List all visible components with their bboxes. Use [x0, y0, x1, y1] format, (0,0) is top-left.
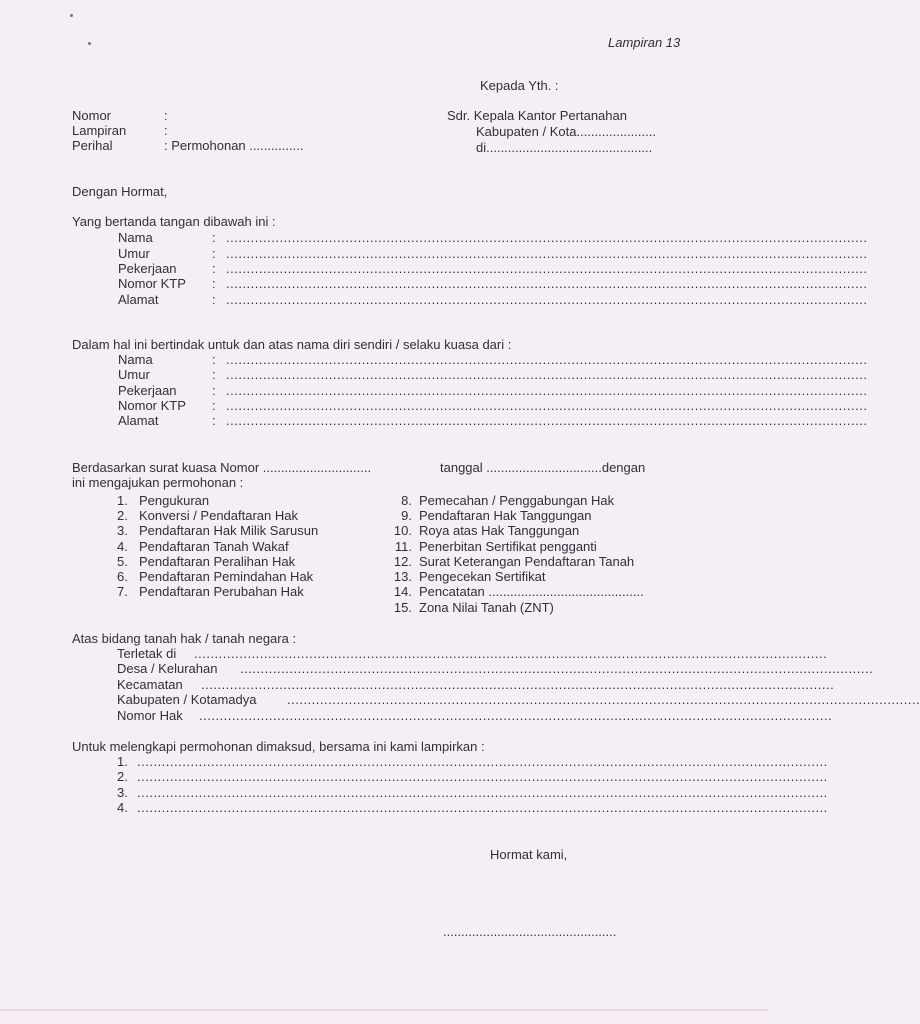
kuasa-nama-colon: :	[212, 352, 216, 367]
permohonan-num: 10.	[393, 523, 412, 538]
lampiran-item-num: 1.	[117, 754, 128, 769]
pemohon-nama-field[interactable]: ............................................................................................................................................................	[226, 230, 868, 245]
page-edge	[0, 1009, 768, 1011]
lampiran-item-field[interactable]: ........................................................................................................................................................................	[137, 769, 828, 784]
permohonan-num: 13.	[393, 569, 412, 584]
kuasa-alamat-field[interactable]: ............................................................................................................................................................	[226, 413, 868, 428]
tujuan-line1: Sdr. Kepala Kantor Pertanahan	[447, 108, 627, 123]
lampiran-colon: :	[164, 123, 168, 138]
permohonan-num: 9.	[401, 508, 412, 523]
permohonan-item: Surat Keterangan Pendaftaran Tanah	[419, 554, 635, 569]
lampiran-intro: Untuk melengkapi permohonan dimaksud, bersama ini kami lampirkan :	[72, 739, 485, 754]
dasar-line1-a[interactable]: Berdasarkan surat kuasa Nomor ..............................	[72, 460, 372, 475]
pemohon-ktp-label: Nomor KTP	[118, 276, 186, 291]
kuasa-pekerjaan-label: Pekerjaan	[118, 383, 177, 398]
pemohon-ktp-field[interactable]: ............................................................................................................................................................	[226, 276, 868, 291]
permohonan-num: 7.	[117, 584, 128, 599]
bidang-desa-field[interactable]: ..........................................................................................................................................................	[240, 661, 874, 676]
permohonan-num: 12.	[393, 554, 412, 569]
lampiran-label: Lampiran 13	[608, 35, 681, 50]
permohonan-num: 4.	[117, 539, 128, 554]
permohonan-num: 14.	[393, 584, 412, 599]
kuasa-nama-label: Nama	[118, 352, 153, 367]
kuasa-nama-field[interactable]: ............................................................................................................................................................	[226, 352, 868, 367]
bidang-desa-label: Desa / Kelurahan	[117, 661, 218, 676]
signature-line[interactable]: ................................................	[443, 924, 617, 939]
lampiran-item-num: 3.	[117, 785, 128, 800]
kuasa-alamat-colon: :	[212, 413, 216, 428]
nomor-label: Nomor	[72, 108, 112, 123]
bidang-kecamatan-label: Kecamatan	[117, 677, 183, 692]
pemohon-pekerjaan-label: Pekerjaan	[118, 261, 177, 276]
bidang-intro: Atas bidang tanah hak / tanah negara :	[72, 631, 297, 646]
bidang-kabupaten-field[interactable]: ..........................................................................................................................................................	[287, 692, 920, 707]
scan-mark	[70, 14, 73, 17]
permohonan-item: Pendaftaran Pemindahan Hak	[139, 569, 314, 584]
perihal-value[interactable]: : Permohonan ...............	[164, 138, 304, 153]
permohonan-item: Pengecekan Sertifikat	[419, 569, 546, 584]
pemohon-ktp-colon: :	[212, 276, 216, 291]
permohonan-num: 2.	[117, 508, 128, 523]
bidang-nomor-hak-field[interactable]: ..........................................................................................................................................................	[199, 708, 833, 723]
permohonan-item: Roya atas Hak Tanggungan	[419, 523, 580, 538]
penutup: Hormat kami,	[490, 847, 568, 862]
permohonan-item: Konversi / Pendaftaran Hak	[139, 508, 298, 523]
permohonan-item: Pendaftaran Tanah Wakaf	[139, 539, 289, 554]
kuasa-pekerjaan-field[interactable]: ............................................................................................................................................................	[226, 383, 868, 398]
pemohon-nama-colon: :	[212, 230, 216, 245]
bidang-terletak-label: Terletak di	[117, 646, 177, 661]
permohonan-item[interactable]: Pencatatan ...........................................	[419, 584, 644, 599]
kuasa-umur-field[interactable]: ............................................................................................................................................................	[226, 367, 868, 382]
bidang-terletak-field[interactable]: ..........................................................................................................................................................	[194, 646, 828, 661]
kuasa-ktp-field[interactable]: ............................................................................................................................................................	[226, 398, 868, 413]
tujuan-line2[interactable]: Kabupaten / Kota......................	[476, 124, 656, 139]
pemohon-umur-colon: :	[212, 246, 216, 261]
kuasa-ktp-colon: :	[212, 398, 216, 413]
permohonan-num: 8.	[401, 493, 412, 508]
lampiran-field-label: Lampiran	[72, 123, 127, 138]
pemohon-nama-label: Nama	[118, 230, 153, 245]
dasar-line2: ini mengajukan permohonan :	[72, 475, 244, 490]
pemohon-alamat-label: Alamat	[118, 292, 159, 307]
permohonan-item: Pengukuran	[139, 493, 210, 508]
pemohon-pekerjaan-colon: :	[212, 261, 216, 276]
lampiran-item-field[interactable]: ........................................................................................................................................................................	[137, 785, 828, 800]
permohonan-item: Zona Nilai Tanah (ZNT)	[419, 600, 554, 615]
dasar-line1-b[interactable]: tanggal ................................dengan	[440, 460, 646, 475]
permohonan-num: 11.	[394, 539, 412, 554]
bidang-kabupaten-label: Kabupaten / Kotamadya	[117, 692, 257, 707]
pemohon-umur-label: Umur	[118, 246, 150, 261]
kepada-label: Kepada Yth. :	[480, 78, 559, 93]
kuasa-pekerjaan-colon: :	[212, 383, 216, 398]
pemohon-pekerjaan-field[interactable]: ............................................................................................................................................................	[226, 261, 868, 276]
permohonan-item: Pendaftaran Perubahan Hak	[139, 584, 304, 599]
permohonan-num: 15.	[393, 600, 412, 615]
pemohon-alamat-field[interactable]: ............................................................................................................................................................	[226, 292, 868, 307]
permohonan-item: Pendaftaran Hak Tanggungan	[419, 508, 592, 523]
permohonan-item: Pendaftaran Peralihan Hak	[139, 554, 296, 569]
kuasa-umur-colon: :	[212, 367, 216, 382]
salam: Dengan Hormat,	[72, 184, 168, 199]
bidang-kecamatan-field[interactable]: ..........................................................................................................................................................	[201, 677, 835, 692]
lampiran-item-num: 4.	[117, 800, 128, 815]
lampiran-item-field[interactable]: ........................................................................................................................................................................	[137, 754, 828, 769]
kuasa-intro: Dalam hal ini bertindak untuk dan atas nama diri sendiri / selaku kuasa dari :	[72, 337, 512, 352]
tujuan-line3[interactable]: di..............................................	[476, 140, 653, 155]
kuasa-ktp-label: Nomor KTP	[118, 398, 186, 413]
perihal-label: Perihal	[72, 138, 113, 153]
permohonan-item: Pemecahan / Penggabungan Hak	[419, 493, 615, 508]
lampiran-item-num: 2.	[117, 769, 128, 784]
lampiran-item-field[interactable]: ........................................................................................................................................................................	[137, 800, 828, 815]
scan-mark	[88, 42, 91, 45]
kuasa-umur-label: Umur	[118, 367, 150, 382]
permohonan-num: 3.	[117, 523, 128, 538]
permohonan-num: 1.	[117, 493, 128, 508]
pemohon-intro: Yang bertanda tangan dibawah ini :	[72, 214, 276, 229]
nomor-colon: :	[164, 108, 168, 123]
pemohon-alamat-colon: :	[212, 292, 216, 307]
pemohon-umur-field[interactable]: ............................................................................................................................................................	[226, 246, 868, 261]
kuasa-alamat-label: Alamat	[118, 413, 159, 428]
permohonan-item: Penerbitan Sertifikat pengganti	[419, 539, 597, 554]
bidang-nomor-hak-label: Nomor Hak	[117, 708, 183, 723]
permohonan-num: 5.	[117, 554, 128, 569]
permohonan-item: Pendaftaran Hak Milik Sarusun	[139, 523, 319, 538]
permohonan-num: 6.	[117, 569, 128, 584]
